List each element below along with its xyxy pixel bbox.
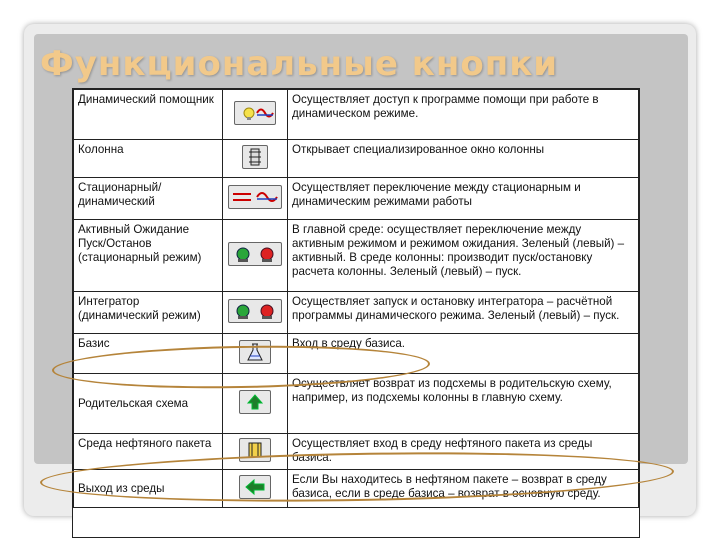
table-row <box>74 334 639 374</box>
steady-dynamic-switch-icon <box>228 185 282 209</box>
button-name: Базис <box>74 334 223 374</box>
flask-icon <box>239 340 271 364</box>
button-name: Колонна <box>74 140 223 178</box>
button-name: Стационарный/ динамический <box>74 178 223 220</box>
button-description: Если Вы находитесь в нефтяном пакете – возврат в среду базиса, если в среде базиса – возврат в основную среду. <box>288 470 639 508</box>
button-description: Осуществляет возврат из подсхемы в родительскую схему, например, из подсхемы колонны в главную схему. <box>288 374 639 434</box>
button-name: Динамический помощник <box>74 90 223 140</box>
button-name: Выход из среды <box>74 470 223 508</box>
table-row <box>74 434 639 470</box>
column-icon <box>242 145 268 169</box>
table-row <box>74 220 639 292</box>
table-row <box>74 178 639 220</box>
help-lamp-icon <box>234 101 276 125</box>
arrow-up-icon <box>239 390 271 414</box>
table-row <box>74 374 639 434</box>
button-name: Родительская схема <box>74 374 223 434</box>
table-row <box>74 292 639 334</box>
arrow-left-icon <box>239 475 271 499</box>
table-row <box>74 90 639 140</box>
run-stop-icon <box>228 242 282 266</box>
button-name: Активный Ожидание Пуск/Останов (стационарный режим) <box>74 220 223 292</box>
button-description: Осуществляет запуск и остановку интегратора – расчётной программы динамического режима. Зеленый (левый) – пуск. <box>288 292 639 334</box>
button-description: Осуществляет переключение между стационарным и динамическим режимами работы <box>288 178 639 220</box>
table-row <box>74 470 639 508</box>
integrator-run-stop-icon <box>228 299 282 323</box>
button-description: Осуществляет вход в среду нефтяного пакета из среды базиса. <box>288 434 639 470</box>
button-name: Среда нефтяного пакета <box>74 434 223 470</box>
button-description: Осуществляет доступ к программе помощи при работе в динамическом режиме. <box>288 90 639 140</box>
button-description: Открывает специализированное окно колонны <box>288 140 639 178</box>
oil-package-icon <box>239 438 271 462</box>
button-description: Вход в среду базиса. <box>288 334 639 374</box>
slide-title: Функциональные кнопки <box>40 44 559 84</box>
table-row <box>74 140 639 178</box>
button-name: Интегратор (динамический режим) <box>74 292 223 334</box>
button-description: В главной среде: осуществляет переключение между активным режимом и режимом ожидания. Зеленый (левый) – активный. В среде колонны: производит пуск/остановку расчета колонны. Зеленый (левый) – пуск. <box>288 220 639 292</box>
function-buttons-table <box>72 88 640 538</box>
